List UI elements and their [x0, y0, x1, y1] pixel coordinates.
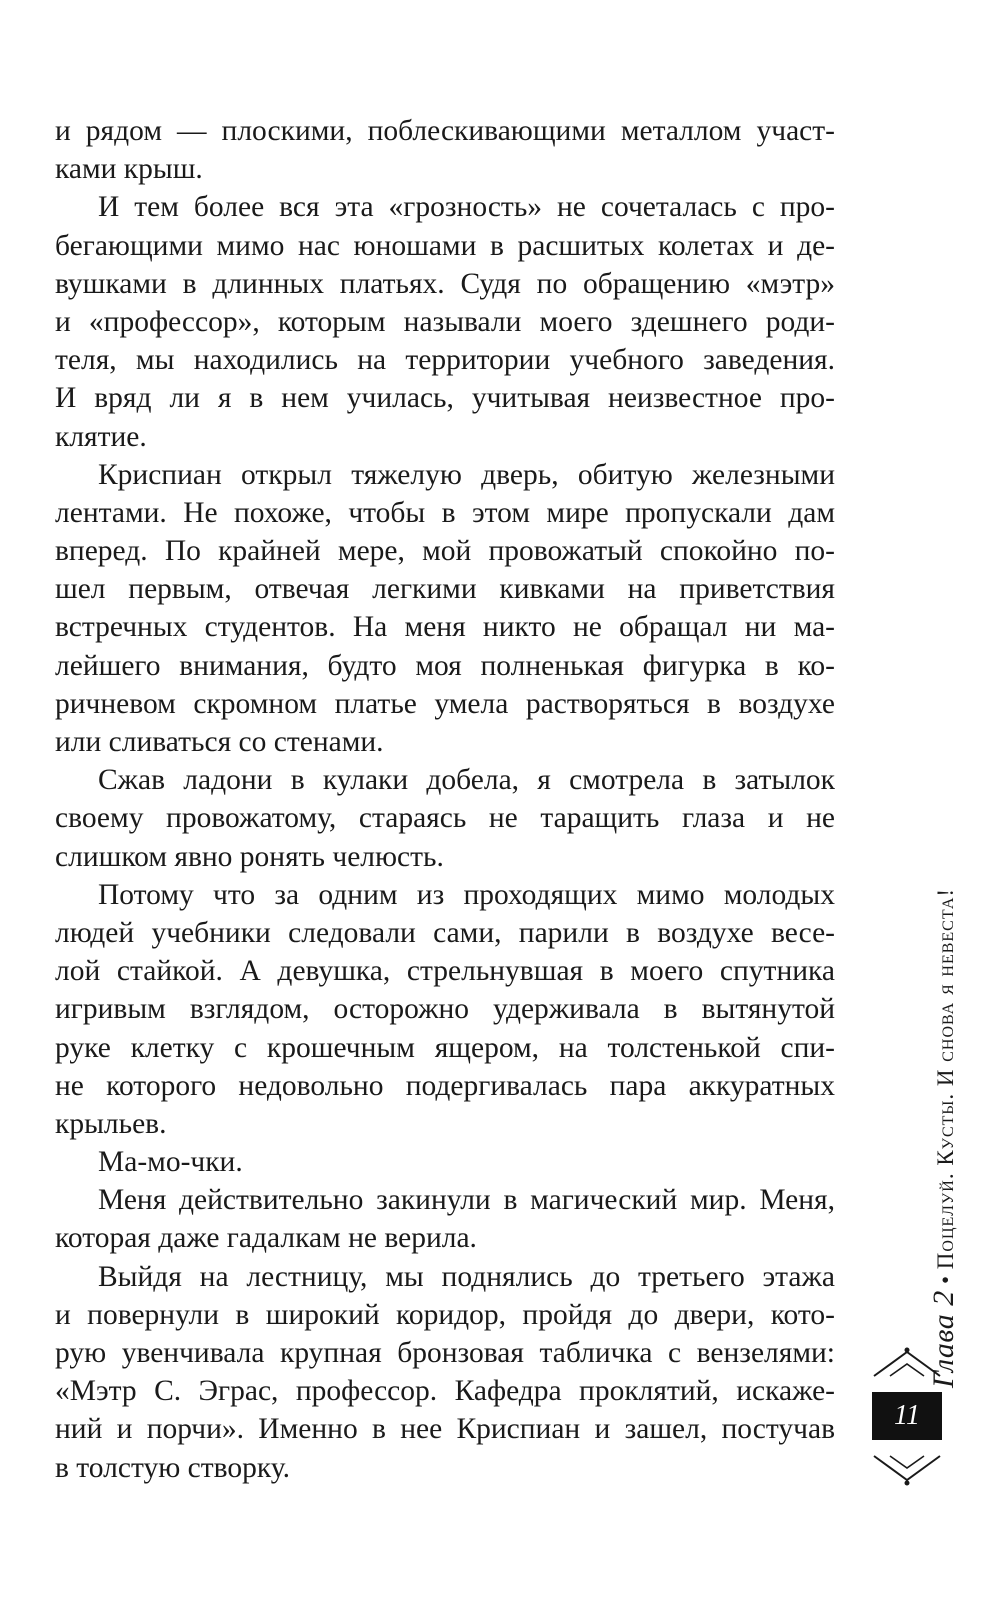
page-number [872, 1392, 942, 1440]
text-line: И тем более вся эта «грозность» не сочеталась с про- [98, 191, 835, 224]
running-head [927, 888, 961, 1388]
text-line: слишком явно ронять челюсть. [55, 840, 444, 873]
text-line: крыльев. [55, 1107, 167, 1140]
text-line: не которого недовольно подергивалась пара аккуратных [55, 1069, 835, 1102]
text-line: Ма-мо-чки. [98, 1146, 243, 1179]
text-line: вперед. По крайней мере, мой провожатый спокойно по- [55, 535, 835, 568]
text-line: Сжав ладони в кулаки добела, я смотрела в затылок [98, 764, 835, 797]
text-line: своему провожатому, стараясь не таращить глаза и не [55, 802, 835, 835]
text-line: Выйдя на лестницу, мы поднялись до третьего этажа [98, 1260, 835, 1293]
body-text [55, 112, 835, 1487]
text-line: Меня действительно закинули в магический мир. Меня, [98, 1184, 835, 1217]
text-line: рую увенчивала крупная бронзовая табличка с вензелями: [55, 1337, 835, 1369]
text-line: клятие. [55, 420, 147, 453]
chapter-label: Глава 2 [927, 1290, 960, 1388]
text-line: ний и порчи». Именно в нее Криспиан и зашел, постучав [55, 1413, 835, 1446]
text-line: лейшего внимания, будто моя полненькая фигурка в ко- [55, 649, 835, 682]
text-line: ками крыш. [55, 153, 203, 186]
text-line: Потому что за одним из проходящих мимо молодых [98, 878, 835, 911]
text-line: И вряд ли я в нем училась, учитывая неизвестное про- [55, 382, 835, 415]
text-line: Криспиан открыл тяжелую дверь, обитую железными [98, 458, 835, 491]
text-line: лентами. Не похоже, чтобы в этом мире пропускали дам [55, 496, 835, 529]
text-line: шел первым, отвечая легкими кивками на приветствия [55, 573, 835, 606]
text-line: и повернули в широкий коридор, пройдя до двери, кото- [55, 1298, 835, 1331]
text-line: и рядом — плоскими, поблескивающими металлом участ- [55, 115, 835, 147]
text-line: ричневом скромном платье умела растворяться в воздухе [55, 687, 835, 720]
text-line: вушками в длинных платьях. Судя по обращению «мэтр» [55, 267, 835, 300]
text-line: людей учебники следовали сами, парили в воздухе весе- [55, 916, 835, 949]
bullet-separator: • [933, 1275, 958, 1285]
text-line: встречных студентов. На меня никто не обращал ни ма- [55, 611, 835, 644]
text-line: или сливаться со стенами. [55, 726, 384, 758]
text-line: и «профессор», которым называли моего здешнего роди- [55, 305, 835, 338]
text-line: которая даже гадалкам не верила. [55, 1222, 477, 1255]
text-line: игривым взглядом, осторожно удерживала в вытянутой [55, 993, 835, 1026]
page-number-text: 11 [894, 1400, 920, 1431]
text-line: лой стайкой. А девушка, стрельнувшая в моего спутника [55, 955, 835, 988]
ornament-bottom-icon [872, 1446, 942, 1486]
ornament-top-icon [872, 1346, 942, 1386]
text-line: «Мэтр С. Эграс, профессор. Кафедра проклятий, искаже- [55, 1375, 835, 1408]
text-line: в толстую створку. [55, 1451, 290, 1484]
text-line: теля, мы находились на территории учебного заведения. [55, 344, 835, 377]
text-line: бегающими мимо нас юношами в расшитых колетах и де- [55, 229, 835, 262]
chapter-title: Поцелуй. Кусты. И снова я невеста! [933, 887, 958, 1270]
text-line: руке клетку с крошечным ящером, на толстенькой спи- [55, 1031, 835, 1064]
